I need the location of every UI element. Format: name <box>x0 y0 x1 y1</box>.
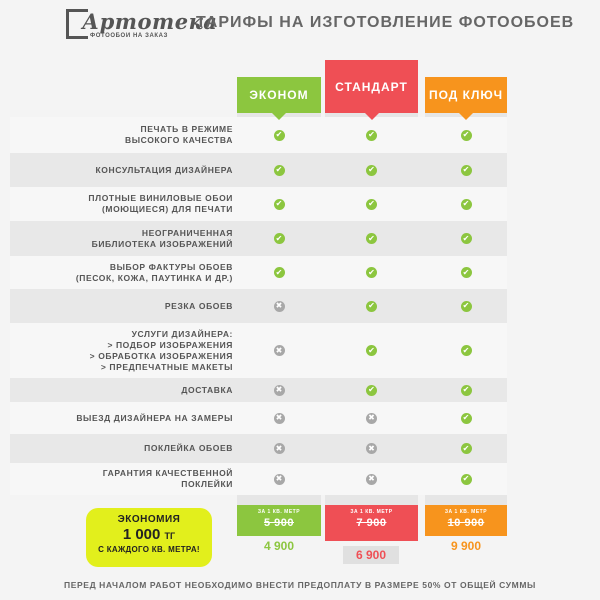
feature-row <box>0 256 600 289</box>
feature-cell <box>237 378 321 402</box>
per-unit-label: ЗА 1 КВ. МЕТР <box>444 509 488 515</box>
feature-cell <box>325 323 418 378</box>
feature-cell <box>425 434 507 463</box>
check-icon: ✔ <box>366 199 377 210</box>
check-icon: ✔ <box>461 267 472 278</box>
feature-cell <box>325 434 418 463</box>
feature-cell <box>425 378 507 402</box>
logo[interactable] <box>66 9 218 43</box>
old-price: 5 900 <box>263 517 295 529</box>
feature-cell <box>237 323 321 378</box>
plan-name: ЭКОНОМ <box>249 88 309 102</box>
notch-icon <box>365 113 379 120</box>
feature-row <box>0 378 600 402</box>
header <box>0 0 600 50</box>
check-icon: ✔ <box>274 267 285 278</box>
cross-icon: ✖ <box>274 413 285 424</box>
plan-name: ПОД КЛЮЧ <box>428 88 504 102</box>
price-box-economy <box>237 505 321 536</box>
old-price: 10 900 <box>447 517 485 529</box>
check-icon: ✔ <box>366 301 377 312</box>
plan-header-economy[interactable] <box>237 77 321 113</box>
feature-cell <box>425 221 507 256</box>
check-icon: ✔ <box>366 385 377 396</box>
check-icon: ✔ <box>461 301 472 312</box>
feature-cell <box>325 187 418 221</box>
savings-currency: ТГ <box>164 531 176 541</box>
feature-cell <box>425 402 507 434</box>
feature-row <box>0 289 600 323</box>
feature-cell <box>237 187 321 221</box>
feature-row <box>0 402 600 434</box>
check-icon: ✔ <box>461 443 472 454</box>
logo-name: Артотека <box>82 9 218 34</box>
feature-row <box>0 323 600 378</box>
price-box-turnkey <box>425 505 507 536</box>
feature-row <box>0 153 600 187</box>
notch-icon <box>459 113 473 120</box>
notch-icon <box>272 113 286 120</box>
new-price-economy: 4 900 <box>263 539 295 553</box>
check-icon: ✔ <box>274 233 285 244</box>
plan-name: СТАНДАРТ <box>335 79 408 94</box>
check-icon: ✔ <box>461 345 472 356</box>
plan-header-standard[interactable] <box>325 60 418 113</box>
savings-amount-line <box>86 526 212 543</box>
check-icon: ✔ <box>274 165 285 176</box>
cross-icon: ✖ <box>366 443 377 454</box>
feature-label: УСЛУГИ ДИЗАЙНЕРА: > ПОДБОР ИЗОБРАЖЕНИЯ > ОБРАБОТКА ИЗОБРАЖЕНИЯ > ПРЕДПЕЧАТНЫЕ МАКЕТЫ <box>89 328 233 372</box>
old-price: 7 900 <box>356 517 387 529</box>
check-icon: ✔ <box>461 130 472 141</box>
check-icon: ✔ <box>274 199 285 210</box>
check-icon: ✔ <box>461 474 472 485</box>
feature-cell <box>237 221 321 256</box>
feature-cell <box>425 187 507 221</box>
new-price-standard: 6 900 <box>343 546 399 564</box>
feature-cell <box>425 117 507 153</box>
plan-header-turnkey[interactable] <box>425 77 507 113</box>
per-unit-label: ЗА 1 КВ. МЕТР <box>257 509 301 515</box>
cross-icon: ✖ <box>274 301 285 312</box>
feature-row <box>0 463 600 495</box>
footer-note: ПЕРЕД НАЧАЛОМ РАБОТ НЕОБХОДИМО ВНЕСТИ ПРЕДОПЛАТУ В РАЗМЕРЕ 50% ОТ ОБЩЕЙ СУММЫ <box>64 580 536 590</box>
check-icon: ✔ <box>366 165 377 176</box>
feature-cell <box>425 463 507 495</box>
feature-row <box>0 187 600 221</box>
cross-icon: ✖ <box>274 443 285 454</box>
feature-cell <box>325 289 418 323</box>
feature-cell <box>425 323 507 378</box>
cross-icon: ✖ <box>366 413 377 424</box>
feature-cell <box>237 463 321 495</box>
page-title: ТАРИФЫ НА ИЗГОТОВЛЕНИЕ ФОТООБОЕВ <box>196 14 575 31</box>
feature-cell <box>325 256 418 289</box>
feature-label: ВЫБОР ФАКТУРЫ ОБОЕВ (ПЕСОК, КОЖА, ПАУТИНКА И ДР.) <box>75 261 233 283</box>
feature-cell <box>425 289 507 323</box>
feature-row <box>0 434 600 463</box>
feature-cell <box>237 434 321 463</box>
check-icon: ✔ <box>461 385 472 396</box>
feature-cell <box>237 402 321 434</box>
feature-label: ПОКЛЕЙКА ОБОЕВ <box>144 443 233 453</box>
feature-cell <box>325 378 418 402</box>
feature-cell <box>237 117 321 153</box>
feature-label: ПЕЧАТЬ В РЕЖИМЕ ВЫСОКОГО КАЧЕСТВА <box>125 124 233 145</box>
check-icon: ✔ <box>461 233 472 244</box>
feature-label: КОНСУЛЬТАЦИЯ ДИЗАЙНЕРА <box>95 164 233 175</box>
new-price-turnkey: 9 900 <box>450 539 482 553</box>
cross-icon: ✖ <box>274 345 285 356</box>
feature-cell <box>237 153 321 187</box>
feature-row <box>0 221 600 256</box>
feature-label: ГАРАНТИЯ КАЧЕСТВЕННОЙ ПОКЛЕЙКИ <box>102 468 233 489</box>
feature-label: ДОСТАВКА <box>181 384 233 395</box>
feature-label: ВЫЕЗД ДИЗАЙНЕРА НА ЗАМЕРЫ <box>76 412 233 423</box>
feature-cell <box>425 153 507 187</box>
check-icon: ✔ <box>366 345 377 356</box>
feature-cell <box>325 402 418 434</box>
feature-cell <box>325 117 418 153</box>
price-box-standard <box>325 505 418 541</box>
cross-icon: ✖ <box>274 474 285 485</box>
feature-cell <box>325 221 418 256</box>
check-icon: ✔ <box>461 165 472 176</box>
feature-label: РЕЗКА ОБОЕВ <box>164 300 233 311</box>
feature-cell <box>237 256 321 289</box>
feature-cell <box>325 463 418 495</box>
check-icon: ✔ <box>461 413 472 424</box>
check-icon: ✔ <box>366 130 377 141</box>
cross-icon: ✖ <box>274 385 285 396</box>
check-icon: ✔ <box>366 267 377 278</box>
savings-amount: 1 000 <box>122 526 161 543</box>
check-icon: ✔ <box>366 233 377 244</box>
feature-row <box>0 117 600 153</box>
check-icon: ✔ <box>461 199 472 210</box>
feature-cell <box>237 289 321 323</box>
feature-label: ПЛОТНЫЕ ВИНИЛОВЫЕ ОБОИ (МОЮЩИЕСЯ) ДЛЯ ПЕЧАТИ <box>88 193 233 214</box>
savings-title: ЭКОНОМИЯ <box>117 514 181 525</box>
logo-tagline: ФОТООБОИ НА ЗАКАЗ <box>90 33 168 39</box>
cross-icon: ✖ <box>366 474 377 485</box>
savings-note: С КАЖДОГО КВ. МЕТРА! <box>98 545 200 554</box>
feature-cell <box>325 153 418 187</box>
feature-cell <box>425 256 507 289</box>
feature-label: НЕОГРАНИЧЕННАЯ БИБЛИОТЕКА ИЗОБРАЖЕНИЙ <box>91 227 233 249</box>
per-unit-label: ЗА 1 КВ. МЕТР <box>350 509 393 515</box>
savings-badge <box>86 508 212 567</box>
check-icon: ✔ <box>274 130 285 141</box>
